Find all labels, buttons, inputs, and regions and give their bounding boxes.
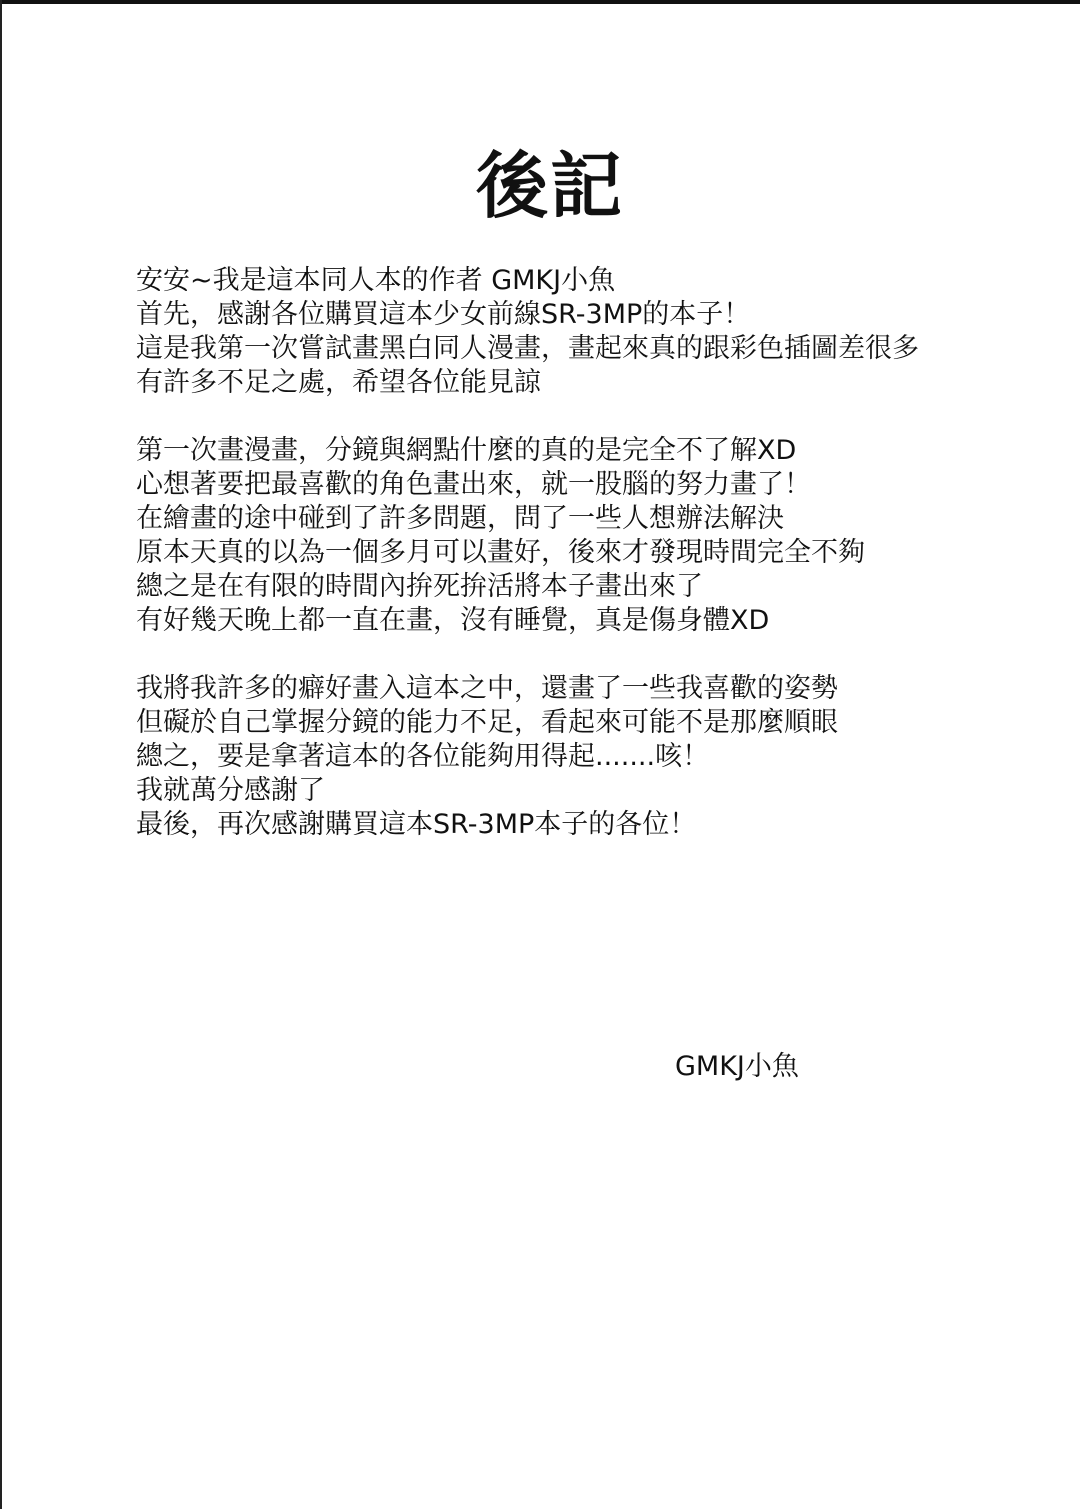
text-line: 安安~我是這本同人本的作者 GMKJ小魚 [136,265,616,296]
text-line: 總之是在有限的時間內拚死拚活將本子畫出來了 [136,571,703,602]
text-line: 我就萬分感謝了 [136,775,325,806]
text-line: 有好幾天晚上都一直在畫，沒有睡覺，真是傷身體XD [136,605,770,636]
paragraph-3 [136,672,1016,842]
text-line: 在繪畫的途中碰到了許多問題，問了一些人想辦法解決 [136,503,784,534]
page-title: 後記 [475,144,624,228]
author-signature: GMKJ小魚 [675,1051,799,1082]
paragraph-1 [136,264,1016,400]
text-line: 第一次畫漫畫，分鏡與網點什麼的真的是完全不了解XD [136,435,797,466]
afterword-body [136,264,1016,876]
page-top-edge [0,0,1080,4]
text-line: 總之，要是拿著這本的各位能夠用得起.......咳！ [136,741,710,772]
paragraph-2 [136,434,1016,638]
text-line: 心想著要把最喜歡的角色畫出來，就一股腦的努力畫了！ [136,469,811,500]
text-line: 原本天真的以為一個多月可以畫好，後來才發現時間完全不夠 [136,537,865,568]
text-line: 最後，再次感謝購買這本SR-3MP本子的各位！ [136,809,697,840]
text-line: 我將我許多的癖好畫入這本之中，還畫了一些我喜歡的姿勢 [136,673,838,704]
text-line: 有許多不足之處，希望各位能見諒 [136,367,541,398]
text-line: 但礙於自己掌握分鏡的能力不足，看起來可能不是那麼順眼 [136,707,838,738]
text-line: 這是我第一次嘗試畫黑白同人漫畫，畫起來真的跟彩色插圖差很多 [136,333,919,364]
text-line: 首先，感謝各位購買這本少女前線SR-3MP的本子！ [136,299,751,330]
